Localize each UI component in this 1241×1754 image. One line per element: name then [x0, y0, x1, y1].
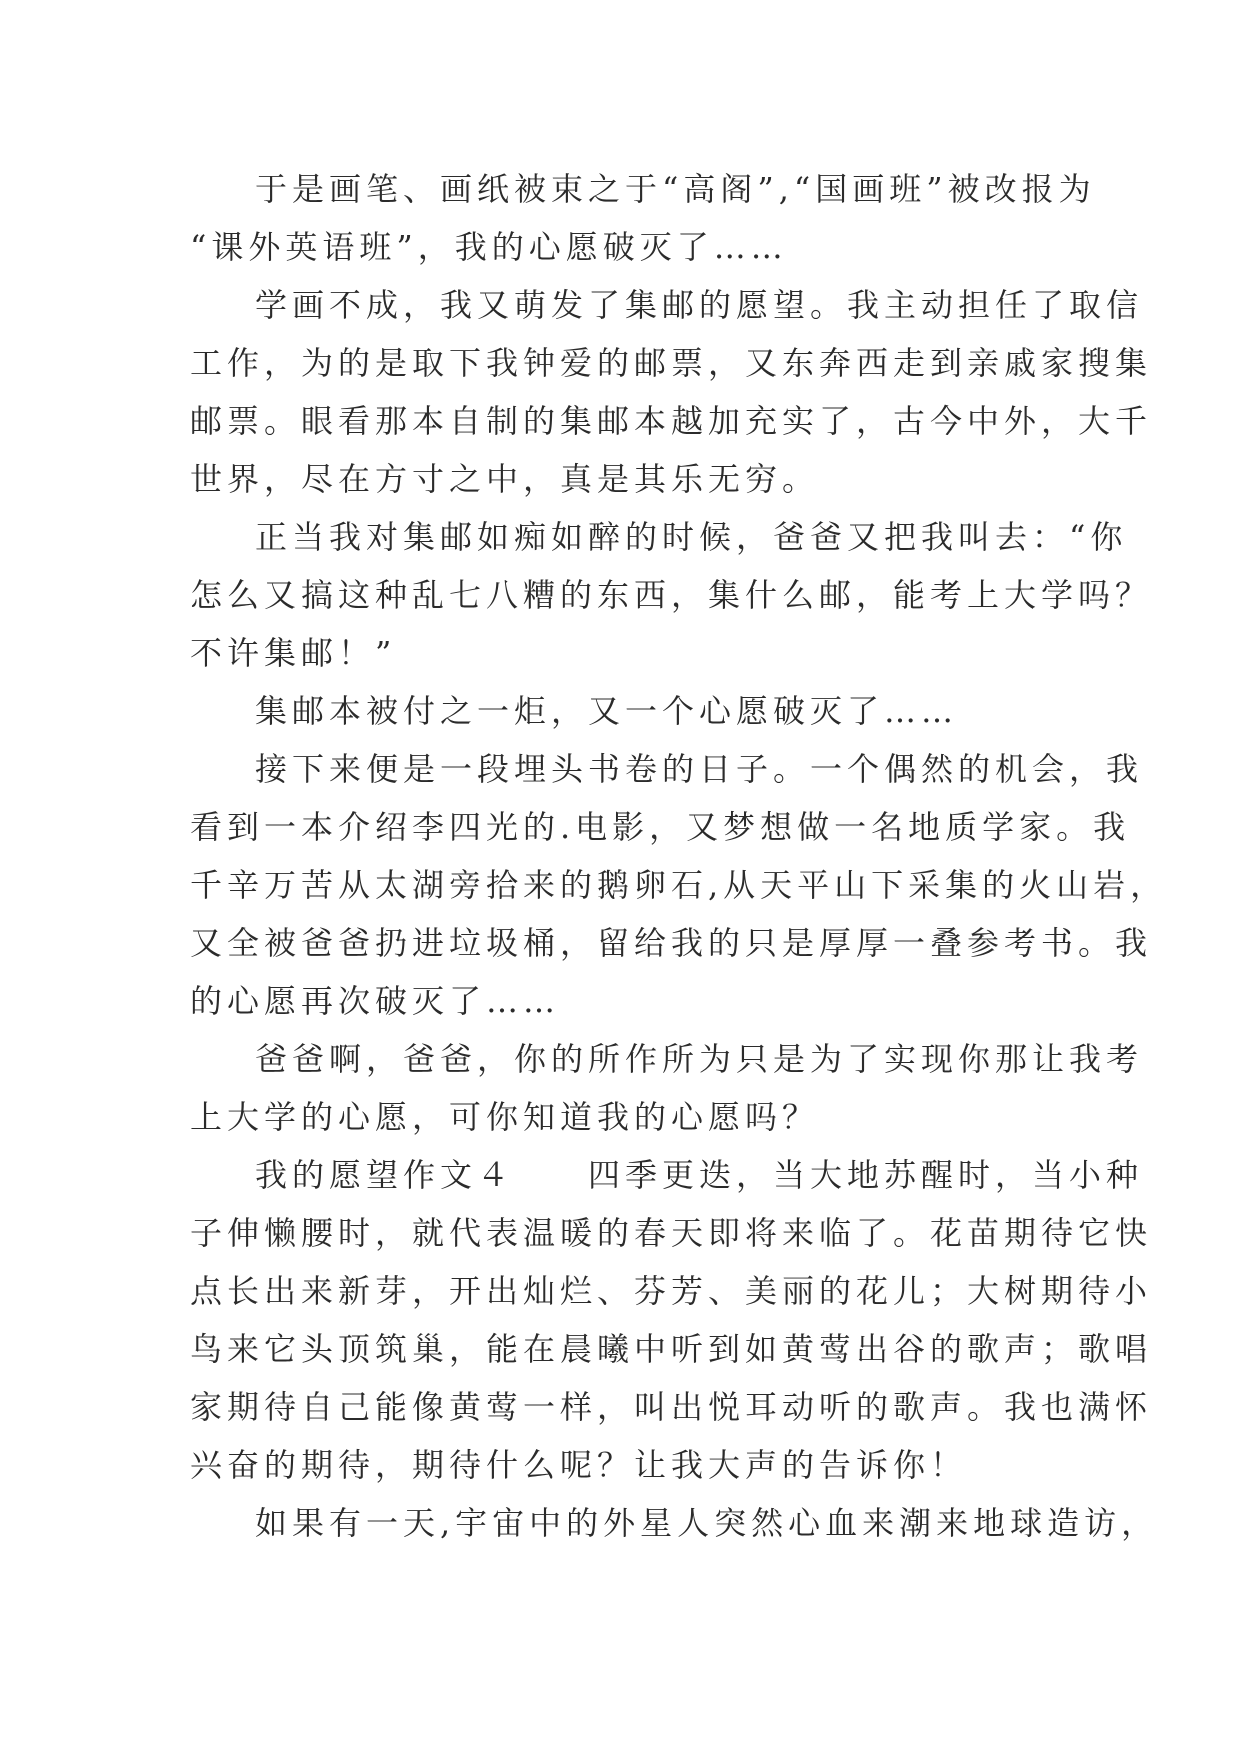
text-line: 工作，为的是取下我钟爱的邮票，又东奔西走到亲戚家搜集	[190, 344, 1153, 382]
text-line: 学画不成，我又萌发了集邮的愿望。我主动担任了取信	[255, 286, 1144, 324]
text-line: “课外英语班”，我的心愿破灭了……	[190, 228, 788, 266]
text-line: 于是画笔、画纸被束之于“高阁”,“国画班”被改报为	[255, 170, 1096, 208]
text-line: 鸟来它头顶筑巢，能在晨曦中听到如黄莺出谷的歌声；歌唱	[190, 1330, 1153, 1368]
text-line: 如果有一天,宇宙中的外星人突然心血来潮来地球造访，	[255, 1504, 1159, 1542]
text-line: 上大学的心愿，可你知道我的心愿吗？	[190, 1098, 820, 1136]
article-body	[190, 160, 1168, 1552]
text-line: 我的愿望作文４ 四季更迭，当大地苏醒时，当小种	[255, 1156, 1144, 1194]
text-line: 世界，尽在方寸之中，真是其乐无穷。	[190, 460, 820, 498]
text-line: 家期待自己能像黄莺一样，叫出悦耳动听的歌声。我也满怀	[190, 1388, 1153, 1426]
text-line: 正当我对集邮如痴如醉的时候，爸爸又把我叫去：“你	[255, 518, 1128, 556]
text-line: 集邮本被付之一炬，又一个心愿破灭了……	[255, 692, 959, 730]
text-line: 看到一本介绍李四光的.电影，又梦想做一名地质学家。我	[190, 808, 1131, 846]
text-line: 怎么又搞这种乱七八糟的东西，集什么邮，能考上大学吗？	[190, 576, 1153, 614]
text-line: 爸爸啊，爸爸，你的所作所为只是为了实现你那让我考	[255, 1040, 1144, 1078]
text-line: 的心愿再次破灭了……	[190, 982, 561, 1020]
text-line: 不许集邮！”	[190, 634, 397, 672]
text-line: 子伸懒腰时，就代表温暖的春天即将来临了。花苗期待它快	[190, 1214, 1153, 1252]
text-line: 兴奋的期待，期待什么呢？让我大声的告诉你！	[190, 1446, 968, 1484]
text-line: 又全被爸爸扔进垃圾桶，留给我的只是厚厚一叠参考书。我	[190, 924, 1153, 962]
text-line: 千辛万苦从太湖旁拾来的鹅卵石,从天平山下采集的火山岩，	[190, 866, 1168, 904]
text-line: 邮票。眼看那本自制的集邮本越加充实了，古今中外，大千	[190, 402, 1153, 440]
text-line: 接下来便是一段埋头书卷的日子。一个偶然的机会，我	[255, 750, 1144, 788]
text-line: 点长出来新芽，开出灿烂、芬芳、美丽的花儿；大树期待小	[190, 1272, 1153, 1310]
